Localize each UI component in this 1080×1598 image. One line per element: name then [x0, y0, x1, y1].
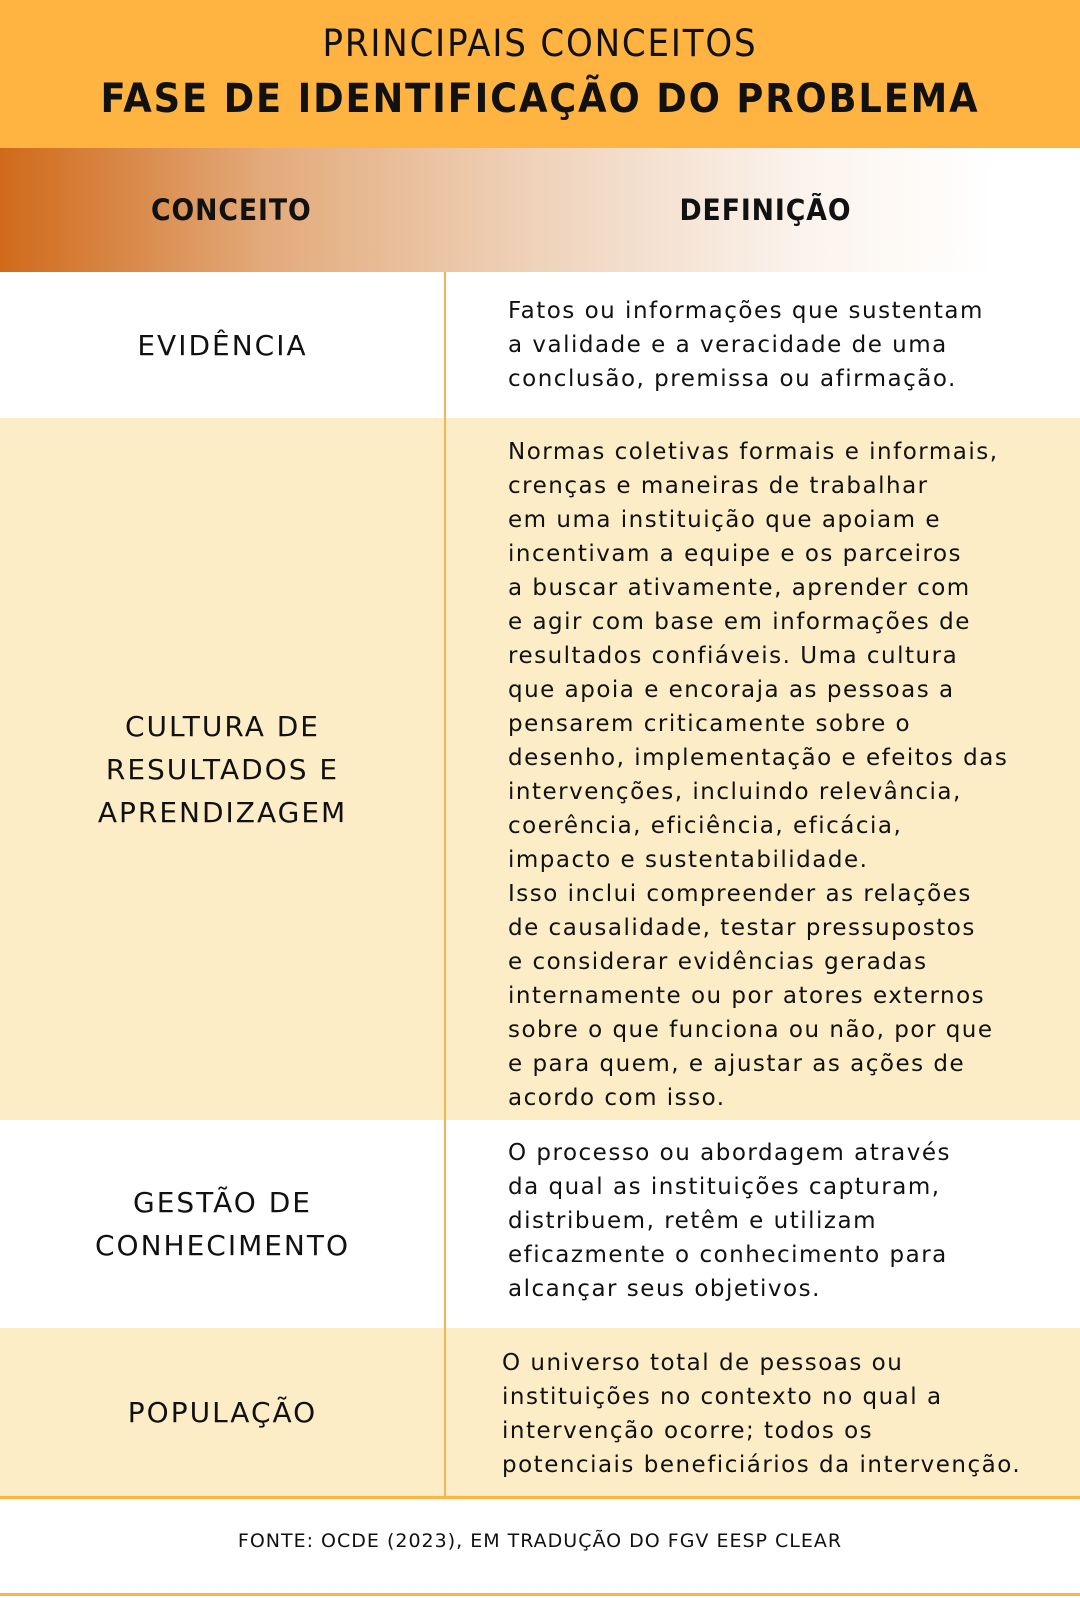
definition: O processo ou abordagem através da qual as instituições capturam, distribuem, retêm e utilizam eficazmente o conhecimento para alcançar seus objetivos. [508, 1140, 952, 1302]
concept: EVIDÊNCIA [137, 328, 308, 362]
definition: O universo total de pessoas ou instituições no contexto no qual a intervenção ocorre; todos os potenciais beneficiários da intervenção. [502, 1350, 1022, 1478]
footer-bottom-border [0, 1593, 1080, 1596]
source-note: FONTE: OCDE (2023), EM TRADUÇÃO DO FGV EESP CLEAR [237, 1530, 843, 1552]
subtitle: PRINCIPAIS CONCEITOS [322, 22, 758, 65]
column-divider [444, 272, 446, 1497]
definition: Fatos ou informações que sustentam a validade e a veracidade de uma conclusão, premissa ou afirmação. [508, 298, 984, 392]
column-header-concept: CONCEITO [150, 193, 312, 227]
table-bottom-border [0, 1496, 1080, 1499]
table-header [0, 148, 1080, 272]
definition: Normas coletivas formais e informais, crenças e maneiras de trabalhar em uma instituição que apoiam e incentivam a equipe e os parceiros a buscar ativamente, aprender com e agir com base em informações de resultados confiáveis. Uma cultura que apoia e encoraja as pessoas a pensarem criticamente sobre o desenho, implementação e efeitos das intervenções, incluindo relevância, coerência, eficiência, eficácia, impacto e sustentabilidade. Isso inclui compreender as relações de causalidade, testar pressupostos e considerar evidências geradas internamente ou por atores externos sobre o que funciona ou não, por que e para quem, e ajustar as ações de acordo com isso. [508, 439, 1009, 1111]
concept: POPULAÇÃO [127, 1396, 318, 1429]
column-header-definition: DEFINIÇÃO [679, 193, 852, 227]
table-row [0, 1328, 1080, 1497]
table-row [0, 272, 1080, 418]
page-title: FASE DE IDENTIFICAÇÃO DO PROBLEMA [100, 76, 980, 122]
concept: CULTURA DE RESULTADOS E APRENDIZAGEM [97, 709, 348, 829]
table-row [0, 1120, 1080, 1328]
title-banner [0, 0, 1080, 148]
concept: GESTÃO DE CONHECIMENTO [94, 1186, 351, 1262]
table-row [0, 418, 1080, 1120]
